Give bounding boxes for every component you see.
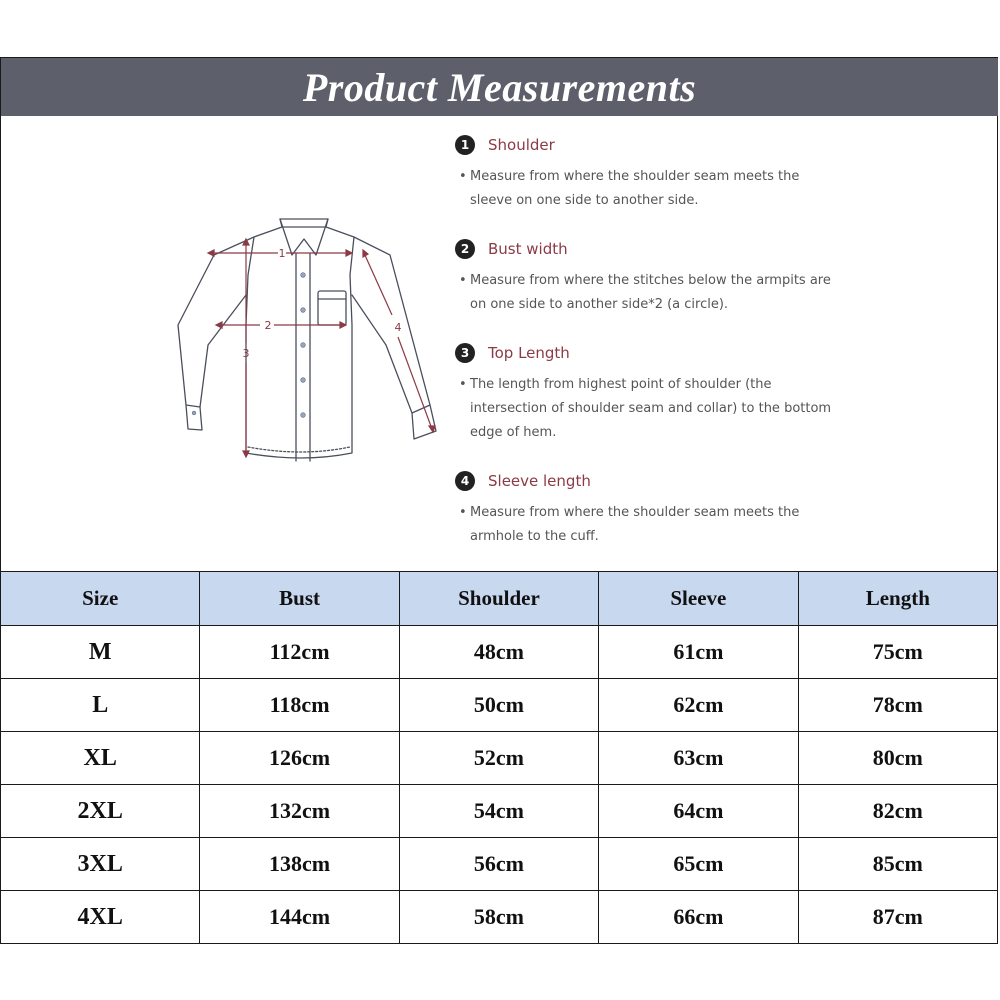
- sleeve-cell: 62cm: [599, 679, 798, 732]
- length-cell: 82cm: [798, 785, 997, 838]
- length-cell: 87cm: [798, 891, 997, 944]
- label-shoulder: 1: [278, 247, 286, 260]
- label-length: 3: [242, 347, 250, 360]
- arrow-head: [363, 250, 368, 257]
- column-header-size: Size: [1, 572, 200, 626]
- size-cell: L: [1, 679, 200, 732]
- label-sleeve: 4: [394, 321, 402, 334]
- shoulder-cell: 50cm: [399, 679, 598, 732]
- shoulder-cell: 54cm: [399, 785, 598, 838]
- shoulder-cell: 56cm: [399, 838, 598, 891]
- length-cell: 78cm: [798, 679, 997, 732]
- guide-item-sleeve: [455, 468, 835, 549]
- guide-description: [455, 501, 835, 549]
- sleeve-cell: 61cm: [599, 626, 798, 679]
- table-row: [1, 891, 998, 944]
- shirt-outline: [178, 219, 436, 461]
- guide-description: [455, 165, 835, 213]
- guide-line: • Measure from where the shoulder seam meets the: [470, 169, 800, 184]
- guide-item-shoulder: [455, 132, 835, 213]
- length-cell: 75cm: [798, 626, 997, 679]
- arrow-head: [243, 451, 249, 457]
- sleeve-cell: 64cm: [599, 785, 798, 838]
- table-row: [1, 838, 998, 891]
- shirt-buttons: [192, 273, 305, 418]
- arrow-head: [346, 250, 352, 256]
- shoulder-cell: 58cm: [399, 891, 598, 944]
- guide-title: Sleeve length: [488, 472, 591, 490]
- shoulder-cell: 48cm: [399, 626, 598, 679]
- guide-item-bust: [455, 236, 835, 317]
- guide-title: Top Length: [488, 344, 570, 362]
- arrow-head: [340, 322, 346, 328]
- guide-line: sleeve on one side to another side.: [470, 193, 699, 208]
- size-table: [0, 571, 998, 944]
- size-cell: 4XL: [1, 891, 200, 944]
- sleeve-measure-top: [364, 253, 392, 315]
- length-cell: 80cm: [798, 732, 997, 785]
- header-banner: [1, 58, 998, 116]
- guide-line: on one side to another side*2 (a circle).: [470, 297, 729, 312]
- sleeve-cell: 66cm: [599, 891, 798, 944]
- bust-cell: 138cm: [200, 838, 399, 891]
- measurement-labels: [243, 247, 402, 360]
- sleeve-cell: 63cm: [599, 732, 798, 785]
- guide-line: • Measure from where the shoulder seam meets the: [470, 505, 800, 520]
- guide-line: armhole to the cuff.: [470, 529, 599, 544]
- guide-line: intersection of shoulder seam and collar) to the bottom: [470, 401, 832, 416]
- guide-description: [455, 269, 835, 317]
- table-header-row: [1, 572, 998, 626]
- page-title: Product Measurements: [302, 64, 697, 110]
- length-cell: 85cm: [798, 838, 997, 891]
- guide-title: Shoulder: [488, 136, 555, 154]
- number-badge: 2: [455, 239, 475, 259]
- guide-title: Bust width: [488, 240, 568, 258]
- size-cell: M: [1, 626, 200, 679]
- guide-line: • Measure from where the stitches below the armpits are: [470, 273, 831, 288]
- column-header-bust: Bust: [200, 572, 399, 626]
- guide-item-top-length: [455, 340, 835, 445]
- number-badge: 3: [455, 343, 475, 363]
- bust-cell: 118cm: [200, 679, 399, 732]
- label-bust: 2: [264, 319, 272, 332]
- arrow-head: [208, 250, 214, 256]
- bust-cell: 144cm: [200, 891, 399, 944]
- sleeve-cell: 65cm: [599, 838, 798, 891]
- column-header-shoulder: Shoulder: [399, 572, 598, 626]
- table-row: [1, 732, 998, 785]
- bust-cell: 112cm: [200, 626, 399, 679]
- size-cell: 3XL: [1, 838, 200, 891]
- bust-cell: 126cm: [200, 732, 399, 785]
- guide-line: • The length from highest point of shoulder (the: [470, 377, 772, 392]
- shirt-diagram: [150, 215, 450, 475]
- table-row: [1, 626, 998, 679]
- guide-description: [455, 373, 835, 445]
- number-badge: 1: [455, 135, 475, 155]
- guide-line: edge of hem.: [470, 425, 557, 440]
- size-cell: XL: [1, 732, 200, 785]
- column-header-sleeve: Sleeve: [599, 572, 798, 626]
- size-cell: 2XL: [1, 785, 200, 838]
- shoulder-cell: 52cm: [399, 732, 598, 785]
- table-row: [1, 785, 998, 838]
- table-row: [1, 679, 998, 732]
- number-badge: 4: [455, 471, 475, 491]
- column-header-length: Length: [798, 572, 997, 626]
- bust-cell: 132cm: [200, 785, 399, 838]
- arrow-head: [216, 322, 222, 328]
